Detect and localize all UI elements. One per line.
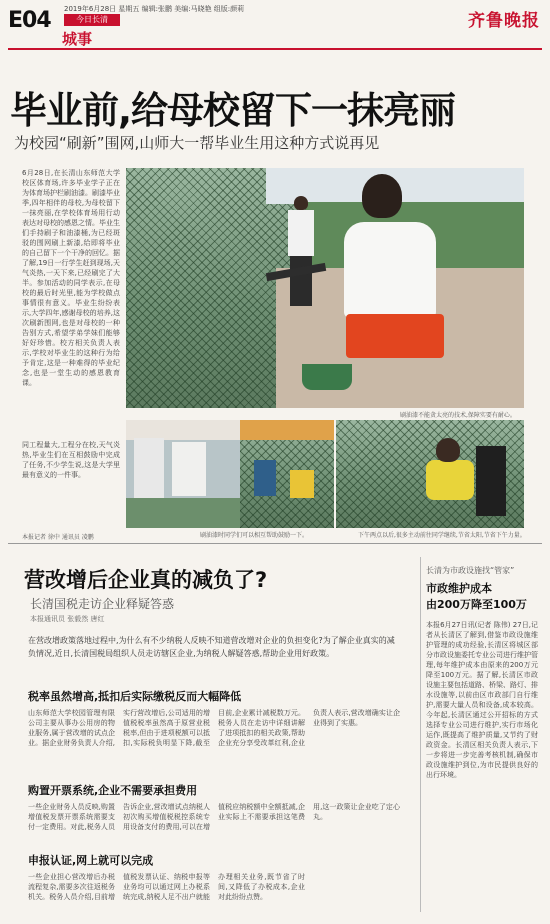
article2-title: 营改增后企业真的减负了? (24, 568, 268, 592)
sidebar-kicker: 长清为市政设施找“管家” (426, 566, 515, 575)
student-head-bg (294, 196, 308, 210)
section-title: 城事 (62, 30, 93, 48)
main-headline: 毕业前,给母校留下一抹亮丽 (10, 89, 456, 132)
sidebar-divider (420, 557, 421, 912)
newspaper-logo: 齐鲁晚报 (468, 11, 540, 31)
main-photo (126, 168, 524, 408)
section-tag: 今日长清 (64, 14, 120, 26)
article2-section1-heading: 税率虽然增高,抵扣后实际缴税反而大幅降低 (28, 690, 242, 703)
page-number: E04 (8, 8, 51, 33)
caption-bottom-right: 下午两点以后,很多主动前往同学继续,节省太阳,节省下午力量。 (358, 532, 526, 539)
article2-byline: 本报通讯员 张毅然 唐红 (30, 615, 105, 623)
article2-section2-heading: 购置开票系统,企业不需要承担费用 (28, 784, 198, 797)
article1-body: 6月28日,在长清山东师范大学校区体育场,许多毕业学子正在为体育场护栏刷油漆。刷漆毕业季,四年相伴的母校,为母校留下一抹亮丽,在学校体育场用行动表达对母校的感恩之情。毕业生们手持刷子和油漆桶,为已经斑驳的围网刷上新漆,给即将毕业的自己留下一个干净的回忆。据了解,19日一行学生赶到现场,天气炎热,一天下来,已经刷完了大半。参加活动的同学表示,在母校的最后时光里,能为学校做点事情很有意义。毕业生纷纷表示,大学四年,感谢母校的培养,这次刷新围网,也是对母校的一种告别方式,希望学弟学妹们能够好好珍惜。校方相关负责人表示,学校对毕业生的这种行为给予肯定,这是一种难得的毕业纪念,也是一堂生动的感恩教育课。 (22, 169, 120, 387)
article2-section2-text: 一些企业财务人员反映,购置增值税发票开票系统需要支付一定费用。对此,税务人员告诉企业,营改增试点纳税人初次购买增值税税控系统专用设备支付的费用,可以在增值税应纳税额中全额抵减,企业实际上不需要承担这笔费用,这一政策让企业吃了定心丸。 (28, 803, 400, 831)
article2-section3-heading: 申报认证,网上就可以完成 (28, 854, 154, 867)
sidebar-text: 本报6月27日讯(记者 陈伟) 27日,记者从长清区了解到,借鉴市政设施维护管理的成功经验,长清区将城区部分市政设施委托专业公司进行维护管理,每年维护成本由原来的200万元降至100万元。据了解,长清区市政设施主要包括道路、桥梁、路灯、排水设施等,以前由区市政部门自行维护,需要大量人员和设备,成本较高。今年起,长清区通过公开招标的方式选择专业公司进行维护,实行市场化运作,既提高了维护质量,又节约了财政资金。长清区相关负责人表示,下一步将进一步完善考核机制,确保市政设施维护到位,为市民提供良好的出行环境。 (426, 621, 538, 779)
article2-lead: 在营改增政策落地过程中,为什么有不少纳税人反映不知道营改增对企业的负担变化?为了解企业真实的减负情况,近日,长清国税局组织人员走访辖区企业,为纳税人解疑答惑,帮助企业用好政策。 (28, 636, 395, 658)
photo-squatting-student (336, 420, 524, 528)
sidebar-title-line2: 由200万降至100万 (426, 598, 527, 611)
photo-group-left (126, 420, 240, 528)
sidebar-title: 市政维护成本 (426, 582, 492, 595)
photo-group-center (240, 420, 334, 528)
article1-body-continued: 同工程量大,工程分在校,天气炎热,毕业生们在互相鼓励中完成了任务,不少学生说,这是大学里最有意义的一件事。 (22, 441, 120, 479)
main-photo-caption: 刷油漆不能贪太亮的技术,保障实要有耐心。 (400, 412, 516, 419)
dateline: 2019年6月28日 星期五 编辑:张鹏 美编:马晓艳 组版:颜莉 (64, 5, 245, 13)
student-shirt-fg (344, 222, 436, 318)
student-head-fg (362, 174, 402, 218)
section-divider (8, 543, 542, 544)
main-subheadline: 为校园“刷新”围网,山师大一帮毕业生用这种方式说再见 (14, 134, 380, 152)
article2-section1-text: 山东师范大学校园管理有限公司主要从事办公用房的物业服务,属于营改增的试点企业。据企业财务负责人介绍,实行营改增后,公司适用的增值税税率虽然高于原营业税税率,但由于进项税额可以抵扣,实际税负明显下降,截至目前,企业累计减税数万元。税务人员在走访中详细讲解了进项抵扣的相关政策,帮助企业充分享受改革红利,企业负责人表示,营改增确实让企业得到了实惠。 (28, 709, 400, 747)
article2-subtitle: 长清国税走访企业释疑答惑 (30, 597, 175, 611)
page-header (0, 0, 550, 50)
article2-section3-text: 一些企业担心营改增后办税流程复杂,需要多次往返税务机关。税务人员介绍,目前增值税发票认证、纳税申报等业务均可以通过网上办税系统完成,纳税人足不出户就能办理相关业务,既节省了时间,又降低了办税成本,企业对此纷纷点赞。 (28, 873, 305, 901)
caption-bottom-left: 刷油漆时同学们可以相互帮助鼓励一下。 (200, 532, 309, 539)
article1-byline: 本报记者 徐中 通讯员 凌鹏 (22, 534, 94, 541)
student-body-bg (288, 210, 314, 256)
student-legs-bg (290, 256, 312, 306)
header-divider (8, 48, 542, 50)
student-shorts-fg (346, 314, 444, 358)
paint-bucket (302, 364, 352, 390)
